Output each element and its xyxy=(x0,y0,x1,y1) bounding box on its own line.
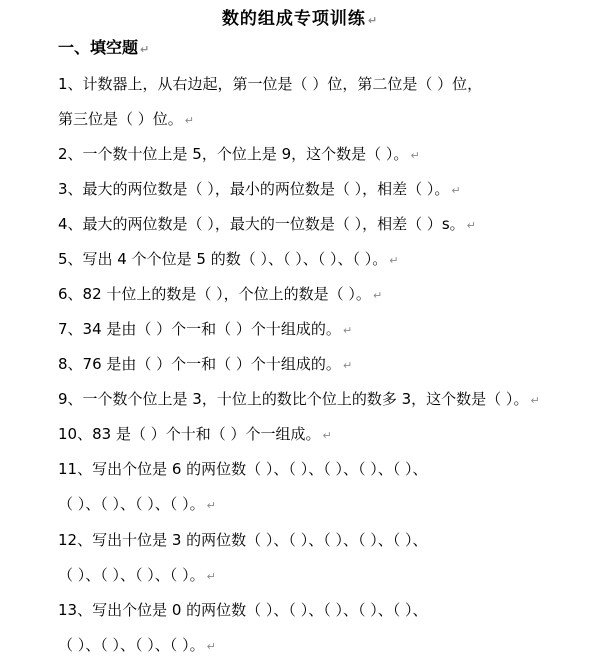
question-13-line-2: （ ）、（ ）、（ ）、（ ）。 ↵ xyxy=(58,636,216,654)
question-9: 9、一个数个位上是 3，十位上的数比个位上的数多 3，这个数是（ ）。 ↵ xyxy=(58,390,540,408)
paragraph-mark-icon: ↵ xyxy=(372,289,383,302)
paragraph-mark-icon: ↵ xyxy=(451,184,461,197)
paragraph-mark-icon: ↵ xyxy=(206,640,216,653)
question-5: 5、写出 4 个个位是 5 的数（ ）、（ ）、（ ）、（ ）。 ↵ xyxy=(58,250,399,268)
section-heading: 一、填空题 ↵ xyxy=(58,38,150,57)
question-6: 6、82 十位上的数是（ ），个位上的数是（ ）。 ↵ xyxy=(58,285,383,303)
question-8: 8、76 是由（ ）个一和（ ）个十组成的。 ↵ xyxy=(58,355,353,373)
question-1-line-2: 第三位是（ ）位。 ↵ xyxy=(58,110,194,128)
paragraph-mark-icon: ↵ xyxy=(530,394,540,407)
question-7: 7、34 是由（ ）个一和（ ）个十组成的。 ↵ xyxy=(58,320,353,338)
question-2: 2、一个数十位上是 5，个位上是 9，这个数是（ ）。 ↵ xyxy=(58,145,420,163)
document-title: 数的组成专项训练 ↵ xyxy=(221,9,379,29)
paragraph-mark-icon: ↵ xyxy=(367,14,379,27)
question-12-line-2: （ ）、（ ）、（ ）、（ ）。 ↵ xyxy=(58,566,216,584)
paragraph-mark-icon: ↵ xyxy=(342,359,353,372)
paragraph-mark-icon: ↵ xyxy=(342,324,353,337)
question-1-line-1: 1、计数器上，从右边起，第一位是（ ）位，第二位是（ ）位， xyxy=(58,75,483,93)
question-11-line-1: 11、写出个位是 6 的两位数（ ）、（ ）、（ ）、（ ）、（ ）、 xyxy=(58,460,428,478)
paragraph-mark-icon: ↵ xyxy=(322,429,332,442)
question-10: 10、83 是（ ）个十和（ ）个一组成。 ↵ xyxy=(58,425,332,443)
question-11-line-2: （ ）、（ ）、（ ）、（ ）。 ↵ xyxy=(58,495,216,513)
paragraph-mark-icon: ↵ xyxy=(206,570,216,583)
paragraph-mark-icon: ↵ xyxy=(410,149,420,162)
question-12-line-1: 12、写出十位是 3 的两位数（ ）、（ ）、（ ）、（ ）、（ ）、 xyxy=(58,531,428,549)
paragraph-mark-icon: ↵ xyxy=(389,254,399,267)
question-4: 4、最大的两位数是（ ），最大的一位数是（ ），相差（ ）s。 ↵ xyxy=(58,215,476,233)
question-3: 3、最大的两位数是（ ），最小的两位数是（ ），相差（ ）。 ↵ xyxy=(58,180,461,198)
paragraph-mark-icon: ↵ xyxy=(466,219,476,232)
paragraph-mark-icon: ↵ xyxy=(184,114,194,127)
paragraph-mark-icon: ↵ xyxy=(206,499,216,512)
paragraph-mark-icon: ↵ xyxy=(140,43,150,56)
question-13-line-1: 13、写出个位是 0 的两位数（ ）、（ ）、（ ）、（ ）、（ ）、 xyxy=(58,601,428,619)
